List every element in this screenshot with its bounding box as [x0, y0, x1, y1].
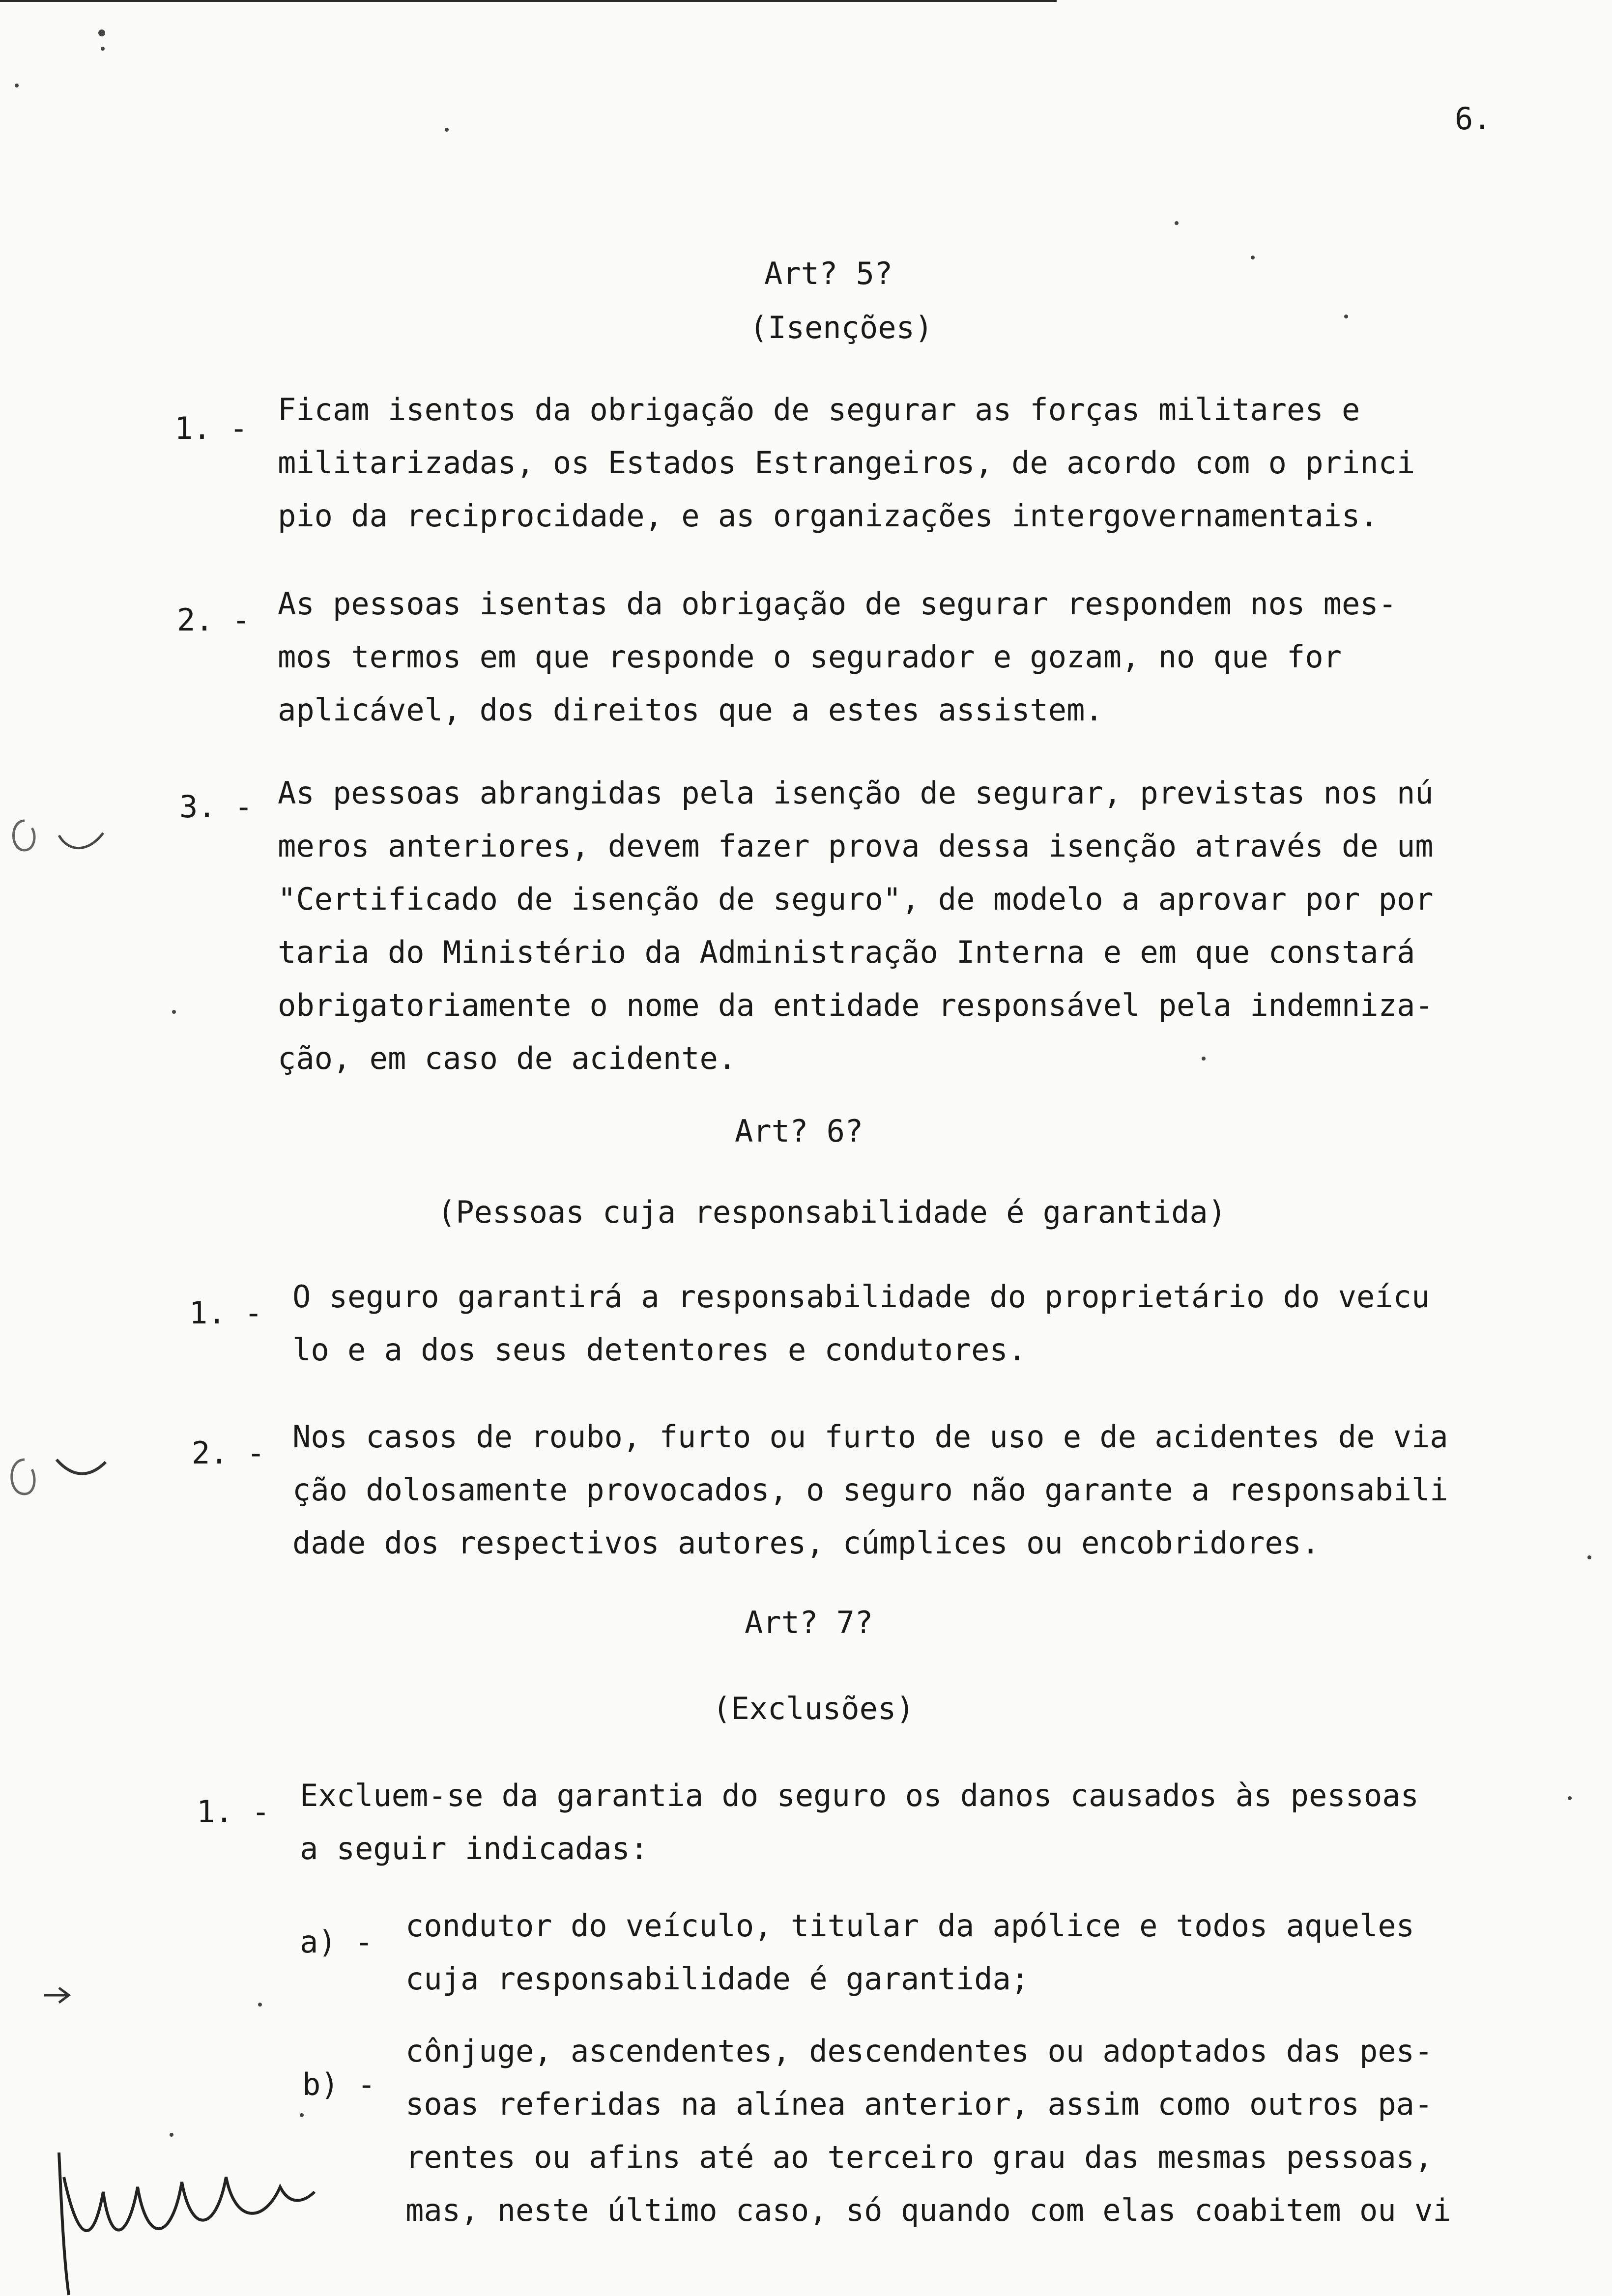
speck: [15, 84, 19, 87]
article-subtitle: (Exclusões): [713, 1691, 915, 1726]
text-line: O seguro garantirá a responsabilidade do proprietário do veícu: [292, 1279, 1430, 1315]
subitem-letter: b) -: [302, 2066, 376, 2102]
text-line: condutor do veículo, titular da apólice e todos aqueles: [405, 1908, 1414, 1944]
speck: [1202, 1057, 1206, 1061]
text-line: mos termos em que responde o segurador e gozam, no que for: [278, 639, 1342, 675]
text-line: meros anteriores, devem fazer prova dessa isenção através de um: [278, 828, 1434, 864]
arrow-mark-icon: [39, 1980, 79, 2010]
text-line: aplicável, dos direitos que a estes assistem.: [278, 692, 1103, 728]
text-line: Ficam isentos da obrigação de segurar as forças militares e: [278, 392, 1360, 428]
speck: [98, 29, 105, 36]
item-number: 2. -: [177, 602, 251, 638]
item-number: 1. -: [197, 1794, 270, 1830]
page-number: 6.: [1455, 101, 1492, 137]
text-line: militarizadas, os Estados Estrangeiros, de acordo com o princi: [278, 445, 1415, 481]
text-line: obrigatoriamente o nome da entidade responsável pela indemniza-: [278, 987, 1434, 1023]
text-line: cônjuge, ascendentes, descendentes ou adoptados das pes-: [405, 2033, 1433, 2069]
article-5-item-3: [278, 767, 1434, 1085]
speck: [101, 47, 105, 51]
text-line: pio da reciprocidade, e as organizações intergovernamentais.: [278, 498, 1379, 534]
article-5-item-2: [278, 577, 1397, 737]
article-6-item-2: [292, 1410, 1448, 1570]
article-6-item-1: [292, 1270, 1430, 1377]
item-number: 2. -: [192, 1435, 265, 1471]
speck: [1344, 315, 1348, 318]
article-subtitle: (Pessoas cuja responsabilidade é garantida): [437, 1194, 1227, 1230]
speck: [445, 128, 449, 132]
article-title: Art? 6?: [735, 1113, 864, 1149]
top-edge-line: [0, 0, 1057, 2]
speck: [258, 2003, 262, 2007]
speck: [170, 2133, 173, 2137]
speck: [300, 2113, 304, 2117]
item-number: 3. -: [179, 789, 253, 825]
text-line: rentes ou afins até ao terceiro grau das mesmas pessoas,: [405, 2139, 1433, 2175]
speck: [1175, 221, 1179, 225]
item-number: 1. -: [189, 1295, 263, 1331]
margin-pencil-mark: [5, 806, 113, 865]
text-line: cuja responsabilidade é garantida;: [405, 1961, 1030, 1997]
text-line: dade dos respectivos autores, cúmplices ou encobridores.: [292, 1525, 1320, 1561]
text-line: ção, em caso de acidente.: [278, 1040, 737, 1076]
article-title: Art? 5?: [764, 256, 893, 291]
text-line: mas, neste último caso, só quando com elas coabitem ou vi: [405, 2192, 1451, 2228]
speck: [1568, 1796, 1572, 1800]
speck: [1587, 1555, 1591, 1559]
item-number: 1. -: [174, 410, 248, 446]
text-line: a seguir indicadas:: [300, 1831, 649, 1866]
signature-initials: [49, 2148, 324, 2296]
speck: [172, 1010, 176, 1014]
article-title: Art? 7?: [745, 1605, 873, 1640]
subitem-letter: a) -: [300, 1924, 374, 1960]
text-line: ção dolosamente provocados, o seguro não garante a responsabili: [292, 1472, 1448, 1508]
article-subtitle: (Isenções): [749, 310, 933, 345]
text-line: Excluem-se da garantia do seguro os danos causados às pessoas: [300, 1778, 1419, 1813]
text-line: taria do Ministério da Administração Interna e em que constará: [278, 934, 1415, 970]
article-7-item-1-a: [405, 1899, 1414, 2006]
article-7-item-1-b: [405, 2025, 1451, 2237]
text-line: As pessoas abrangidas pela isenção de segurar, previstas nos nú: [278, 775, 1434, 811]
text-line: lo e a dos seus detentores e condutores.: [292, 1332, 1027, 1368]
speck: [1251, 256, 1255, 259]
text-line: "Certificado de isenção de seguro", de modelo a aprovar por por: [278, 881, 1434, 917]
margin-pencil-mark: [5, 1440, 113, 1509]
text-line: Nos casos de roubo, furto ou furto de uso e de acidentes de via: [292, 1419, 1448, 1455]
article-7-item-1: [300, 1769, 1419, 1875]
article-5-item-1: [278, 383, 1415, 543]
text-line: soas referidas na alínea anterior, assim como outros pa-: [405, 2086, 1433, 2122]
text-line: As pessoas isentas da obrigação de segurar respondem nos mes-: [278, 586, 1397, 622]
